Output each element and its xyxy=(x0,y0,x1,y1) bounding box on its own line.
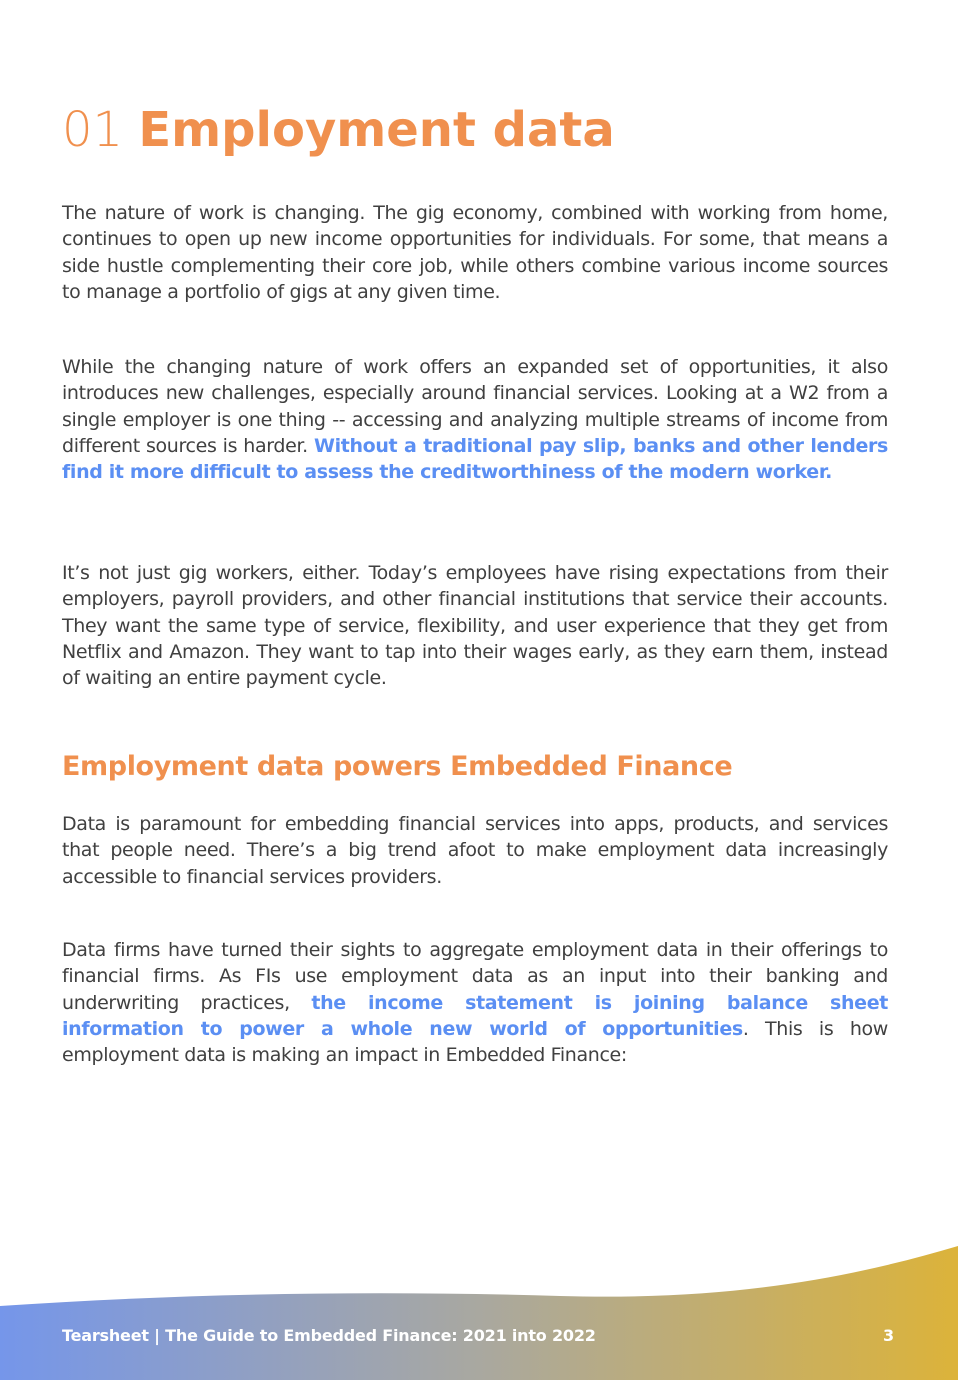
paragraph-text: Data firms have turned their sights to aggregate employment data in their offerings to financial firms. As FIs use employment data as an input into their banking and underwriting practices, xyxy=(62,939,888,1014)
section-number: 01 xyxy=(62,102,124,158)
highlighted-text: Without a traditional pay slip, banks and other lenders find it more difficult to assess the creditworthiness of the modern worker. xyxy=(62,434,888,484)
highlighted-text: the income statement is joining balance sheet information to power a whole new world of opportunities xyxy=(62,991,888,1040)
footer-wave xyxy=(0,1238,958,1380)
paragraph-employees: It’s not just gig workers, either. Today’s employees have rising expectations from their employers, payroll providers, and other financial institutions that service their accounts. They want the same type of service, flexibility, and user experience that they get from Netflix and Amazon. They want to tap into their wages early, as they earn them, instead of waiting an entire payment cycle. xyxy=(62,562,888,690)
paragraph-data-paramount: Data is paramount for embedding financial services into apps, products, and services that people need. There’s a big trend afoot to make employment data increasingly accessible to financial services providers. xyxy=(62,813,888,888)
paragraph-text-end: . This is how employment data is making an impact in Embedded Finance: xyxy=(62,1017,888,1067)
footer-publication-title: Tearsheet | The Guide to Embedded Finance: 2021 into 2022 xyxy=(62,1326,596,1345)
page-number: 3 xyxy=(883,1326,895,1345)
page-title xyxy=(62,98,615,162)
paragraph-intro: The nature of work is changing. The gig economy, combined with working from home, continues to open up new income opportunities for individuals. For some, that means a side hustle complementing their core job, while others combine various income sources to manage a portfolio of gigs at any given time. xyxy=(62,202,888,303)
footer-wave-graphic xyxy=(0,1238,958,1380)
paragraph-challenges xyxy=(62,354,888,485)
section-subheading: Employment data powers Embedded Finance xyxy=(62,751,733,782)
section-title: Employment data xyxy=(138,102,615,158)
paragraph-text: While the changing nature of work offers an expanded set of opportunities, it also introduces new challenges, especially around financial services. Looking at a W2 from a single employer is one thing -- accessing and analyzing multiple streams of income from different sources is harder. xyxy=(62,356,888,457)
paragraph-data-firms xyxy=(62,937,888,1068)
